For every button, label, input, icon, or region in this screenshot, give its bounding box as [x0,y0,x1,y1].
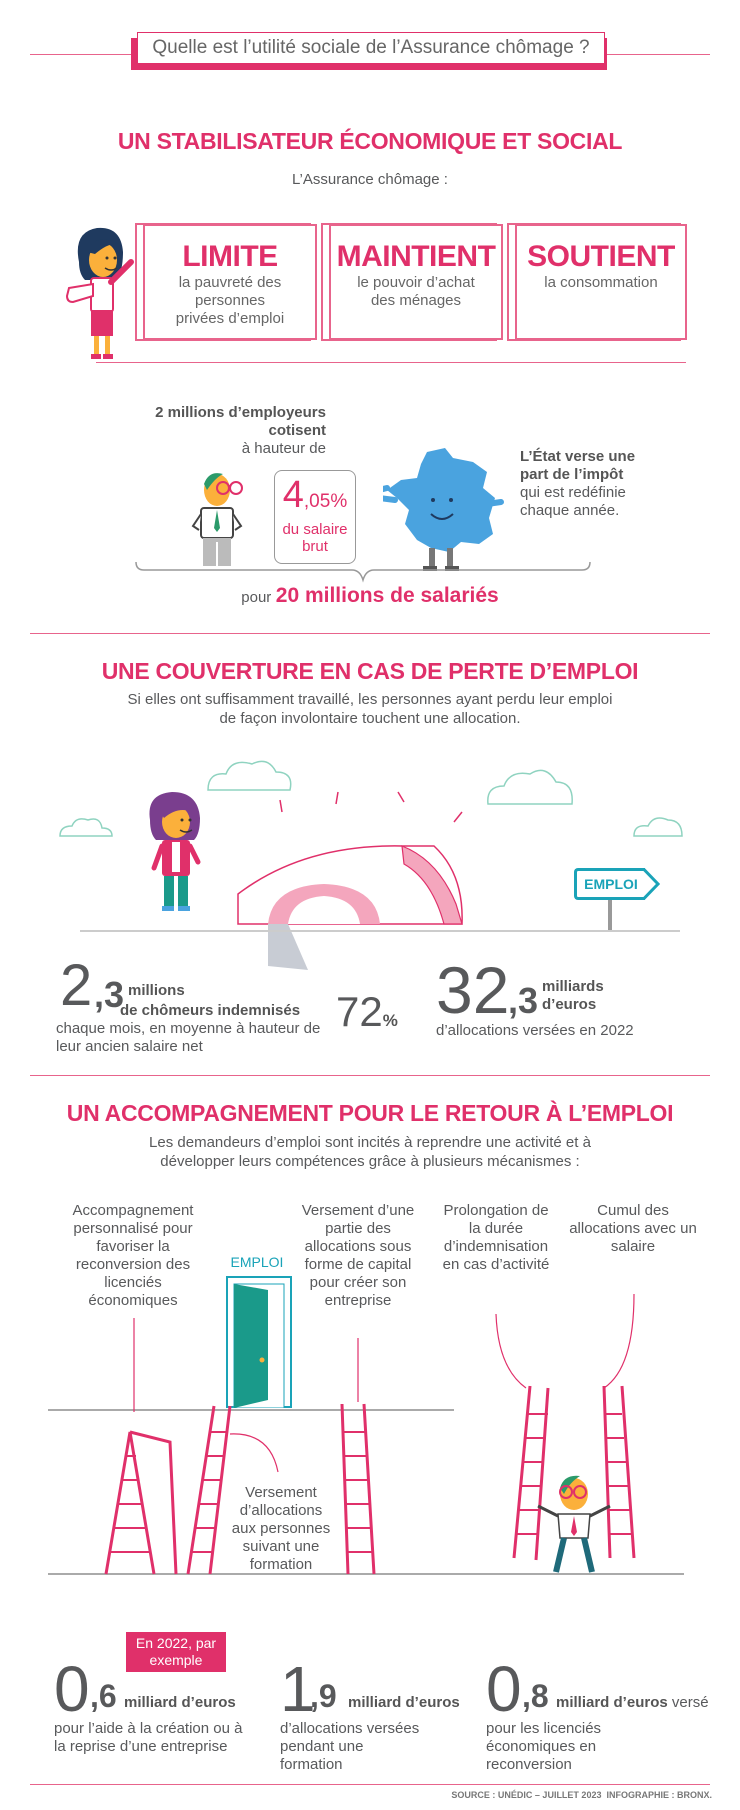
section-divider-2 [30,1075,710,1076]
stat-creation [54,1653,254,1756]
state-text [520,448,660,520]
section2-subtitle: Si elles ont suffisamment travaillé, les personnes ayant perdu leur emploi de façon involontaire touchent une allocation. [127,691,613,727]
footer-credit: INFOGRAPHIE : BRONX. [606,1790,712,1800]
box-limite-title: LIMITE [182,240,278,273]
stat-reconversion-int: 0 [486,1653,522,1725]
stat-creation-head [54,1653,254,1725]
stat-milliards-int: 32 [436,953,510,1027]
label-prolongation: Prolongation de la durée d’indemnisation en cas d’activité [442,1202,550,1273]
stat-milliards-text: d’allocations versées en 2022 [436,1022,634,1039]
stat-milliards-dec: ,3 [508,980,539,1021]
stat-reconversion-head-text [556,1694,709,1711]
rate-int: 4 [282,474,304,516]
label-cumul: Cumul des allocations avec un salaire [569,1202,697,1255]
footer-credits [451,1790,712,1800]
box-maintient-title: MAINTIENT [336,240,496,273]
stat-creation-text: pour l’aide à la création ou à la reprise d’une entreprise [54,1720,243,1755]
stat-chomeurs-text: chaque mois, en moyenne à hauteur de leur ancien salaire net [56,1020,321,1055]
brace-line [134,560,592,584]
stat-formation-dec: ,9 [310,1678,337,1714]
label-accompagnement: Accompagnement personnalisé pour favoriser la reconversion des licenciés économiques [72,1202,194,1309]
employers-bold: 2 millions d’employeurs cotisent [155,404,326,439]
woman-figure-illustration [65,222,145,362]
employees-bold: 20 millions de salariés [275,584,499,607]
stat-pct-unit: % [382,1011,398,1030]
stat-pct-value: 72 [336,988,383,1035]
label-formation: Versement d’allocations aux personnes suivant une formation [231,1484,331,1573]
france-map-illustration [383,444,507,572]
header-question: Quelle est l’utilité sociale de l’Assurance chômage ? [137,32,605,64]
stat-pct [336,988,398,1036]
stat-milliards [436,953,696,1040]
footer-source: SOURCE : UNÉDIC – JUILLET 2023 [451,1790,602,1800]
stat-formation-int: 1 [280,1653,316,1725]
stat-creation-dec: ,6 [90,1678,117,1714]
stat-reconversion-text: pour les licenciés économiques en reconversion [486,1720,602,1773]
box-soutient-title: SOUTIENT [527,240,675,273]
section-divider-1 [30,633,710,634]
ground-line-1 [80,930,680,932]
stat-creation-int: 0 [54,1653,90,1725]
stat-milliards-head [436,953,696,1027]
stat-formation-head [280,1653,480,1725]
rate-box [274,470,356,564]
badge-2022: En 2022, par exemple [126,1632,226,1672]
box-limite-text: la pauvreté des personnes privées d’emploi [175,274,285,327]
section2-title: UNE COUVERTURE EN CAS DE PERTE D’EMPLOI [101,658,639,684]
section3-subtitle: Les demandeurs d’emploi sont incités à reprendre une activité et à développer leurs compétences grâce à plusieurs mécanismes : [149,1134,591,1170]
stat-chomeurs-int: 2 [60,953,93,1018]
box-maintient-text: le pouvoir d’achat des ménages [357,274,475,309]
emploi-sign-post [608,900,612,930]
section3-title: UN ACCOMPAGNEMENT POUR LE RETOUR À L’EMPLOI [66,1100,674,1126]
stat-reconversion-dec: ,8 [522,1678,549,1714]
box-soutient-text: la consommation [544,274,658,291]
employers-text [140,404,326,458]
stat-milliards-unit: milliards d’euros [542,978,604,1013]
stat-reconversion-head [486,1653,716,1725]
employees-text [0,584,740,608]
bridge-illustration [234,834,466,974]
section1-title: UN STABILISATEUR ÉCONOMIQUE ET SOCIAL [117,128,623,154]
box-limite [143,224,317,340]
stat-reconversion [486,1653,716,1774]
rate-dec: ,05% [303,491,348,512]
ladders-illustration [44,1262,704,1592]
emploi-sign: EMPLOI [574,868,645,900]
stat-formation [280,1653,480,1774]
stat-creation-bold: milliard d’euros [124,1694,236,1711]
boxes-floor-rule [96,362,686,363]
state-bold: L’État verse une part de l’impôt [520,448,636,483]
stat-reconversion-bold: milliard d’euros [556,1694,668,1711]
stat-chomeurs-bold: de chômeurs indemnisés [120,1002,301,1019]
stat-chomeurs-unit: millions [128,982,185,999]
stat-chomeurs-dec: ,3 [94,974,125,1015]
box-maintient [329,224,503,340]
jobseeker-figure-illustration [144,790,208,920]
section1-subtitle: L’Assurance chômage : [292,171,448,188]
employees-prefix: pour [241,589,272,606]
rate-value [275,474,355,521]
rate-caption: du salaire brut [282,521,348,555]
state-rest: qui est redéfinie chaque année. [520,484,626,519]
emploi-sign-arrow [640,868,660,900]
label-capital: Versement d’une partie des allocations sous forme de capital pour créer son entreprise [301,1202,415,1309]
stat-reconversion-tail: versé [671,1694,709,1711]
employer-figure-illustration [187,468,247,570]
stat-formation-text: d’allocations versées pendant une formation [280,1720,420,1773]
door-label: EMPLOI [230,1254,284,1270]
footer-rule [30,1784,710,1785]
stat-formation-bold: milliard d’euros [348,1694,460,1711]
box-soutient [515,224,687,340]
employers-rest: à hauteur de [241,440,326,457]
